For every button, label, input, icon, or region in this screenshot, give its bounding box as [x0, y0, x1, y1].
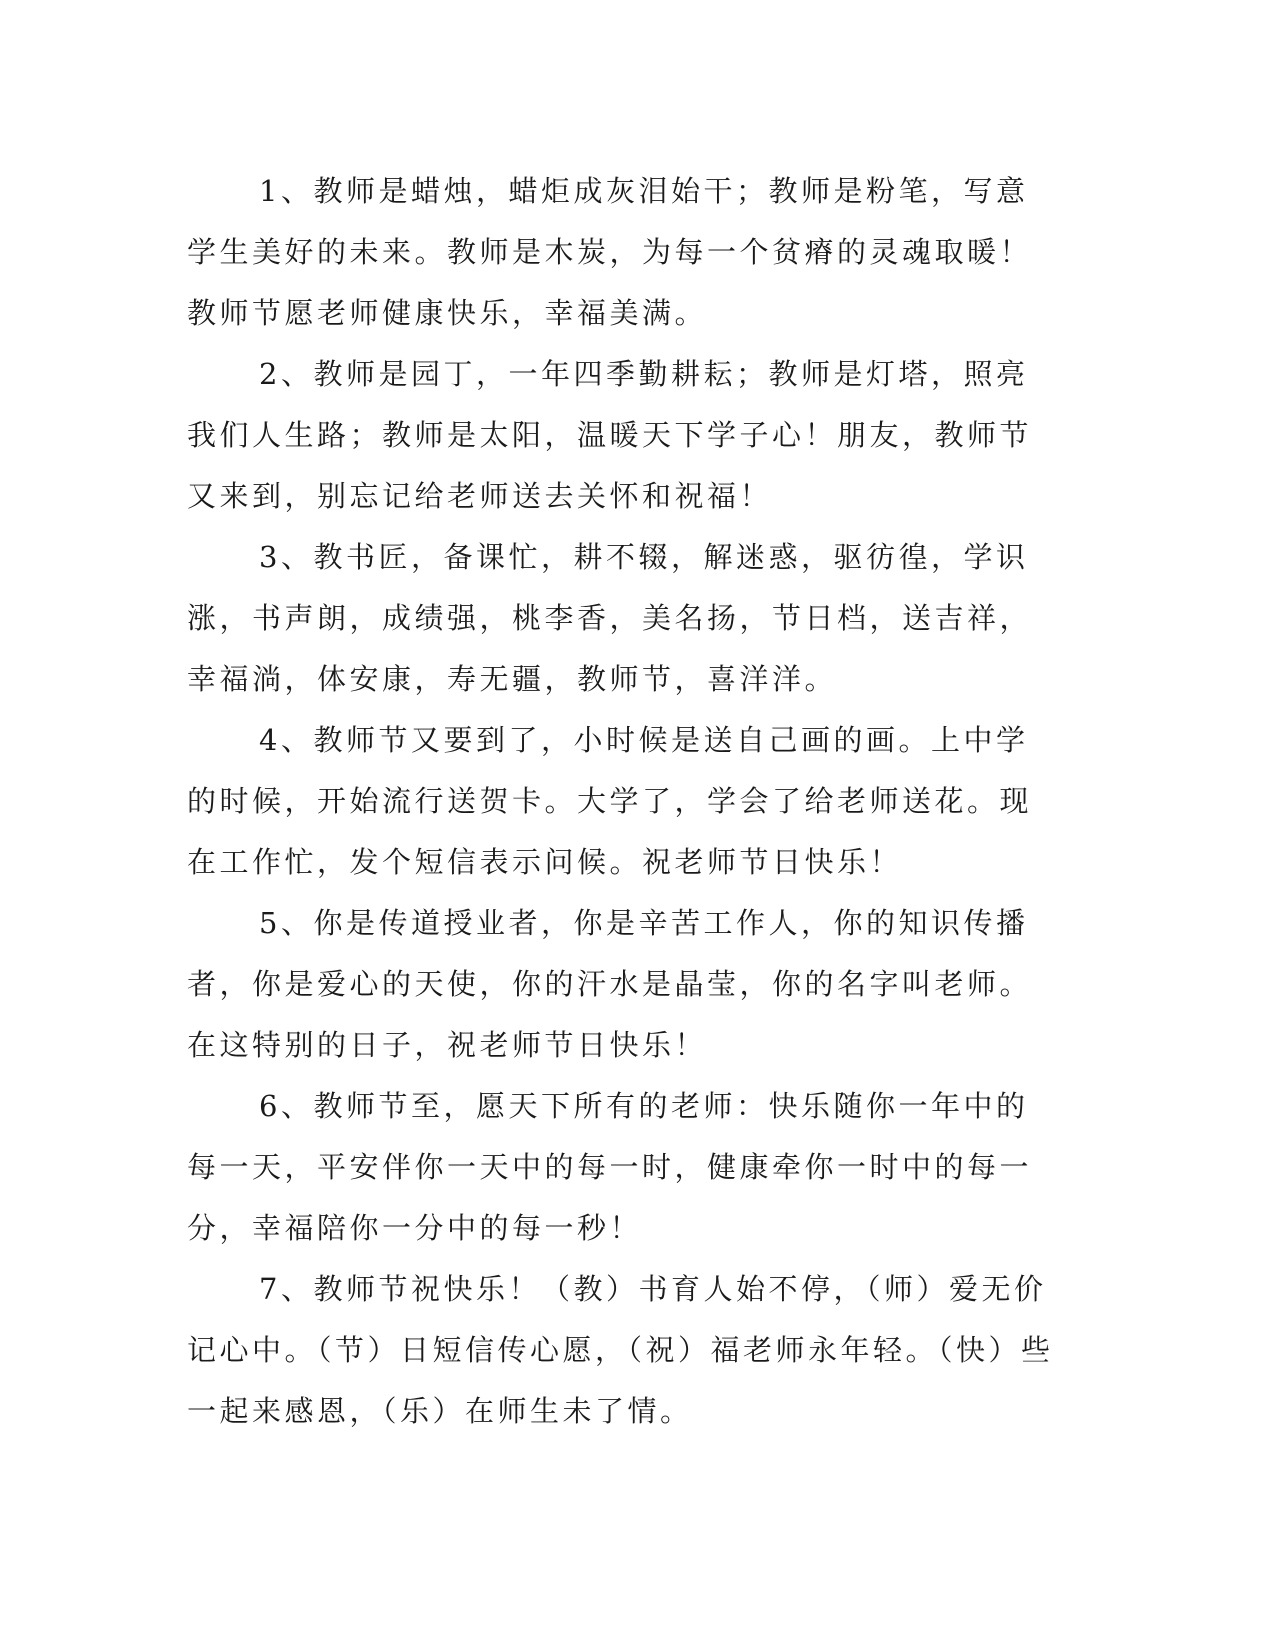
paragraph-4: 4、教师节又要到了，小时候是送自己画的画。上中学的时候，开始流行送贺卡。大学了，学会了给老师送花。现在工作忙，发个短信表示问候。祝老师节日快乐！	[187, 723, 1033, 879]
paragraph-6: 6、教师节至，愿天下所有的老师：快乐随你一年中的每一天，平安伴你一天中的每一时，健康牵你一时中的每一分，幸福陪你一分中的每一秒！	[187, 1089, 1033, 1245]
paragraph-5: 5、你是传道授业者，你是辛苦工作人，你的知识传播者，你是爱心的天使，你的汗水是晶莹，你的名字叫老师。在这特别的日子，祝老师节日快乐！	[187, 906, 1033, 1062]
document-body	[187, 161, 1057, 1442]
paragraph-1: 1、教师是蜡烛，蜡炬成灰泪始干；教师是粉笔，写意学生美好的未来。教师是木炭，为每一个贫瘠的灵魂取暖！教师节愿老师健康快乐，幸福美满。	[187, 174, 1033, 330]
paragraph-7: 7、教师节祝快乐！（教）书育人始不停，（师）爱无价记心中。（节）日短信传心愿，（祝）福老师永年轻。（快）些一起来感恩，（乐）在师生未了情。	[187, 1272, 1054, 1428]
paragraph-3: 3、教书匠，备课忙，耕不辍，解迷惑，驱彷徨，学识涨，书声朗，成绩强，桃李香，美名扬，节日档，送吉祥，幸福淌，体安康，寿无疆，教师节，喜洋洋。	[187, 540, 1033, 696]
paragraph-2: 2、教师是园丁，一年四季勤耕耘；教师是灯塔，照亮我们人生路；教师是太阳，温暖天下学子心！朋友，教师节又来到，别忘记给老师送去关怀和祝福！	[187, 357, 1033, 513]
